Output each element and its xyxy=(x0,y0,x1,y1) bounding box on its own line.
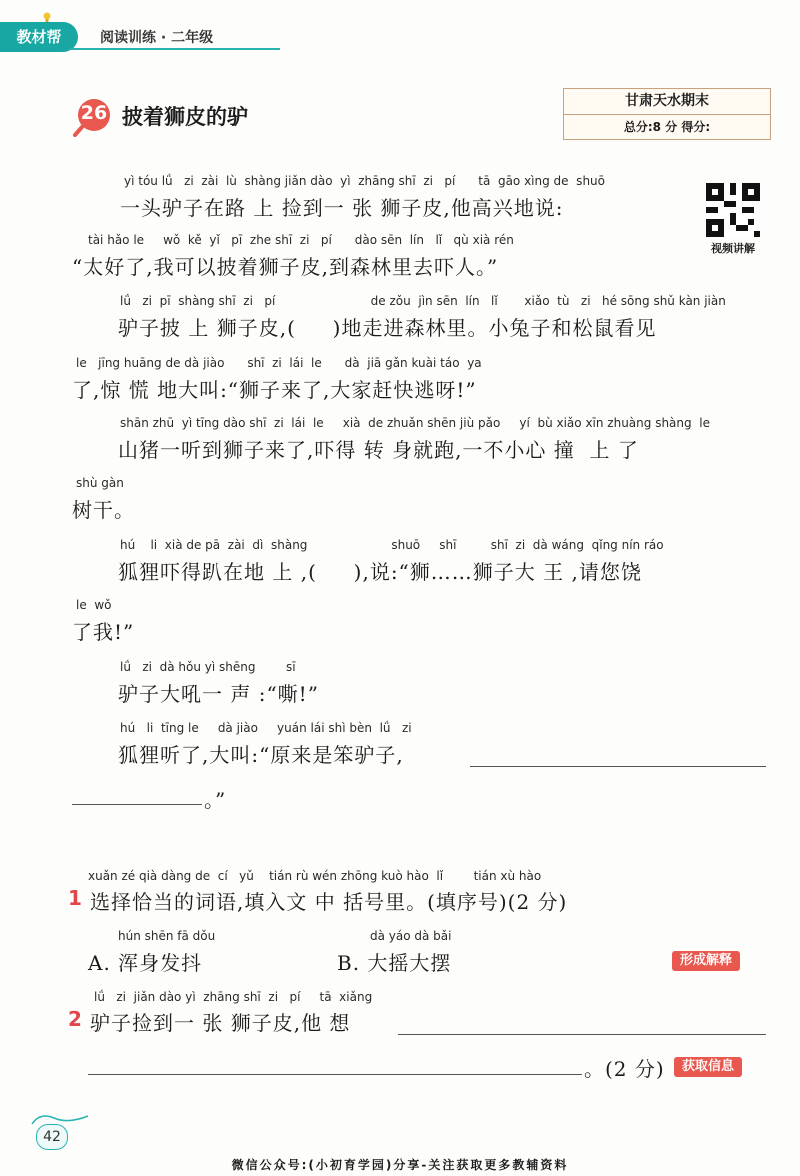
passage-line: 。” xyxy=(204,788,227,812)
pinyin-line: yì tóu lǘ zi zài lù shàng jiǎn dào yì zhāng shī zi pí tā gāo xìng de shuō xyxy=(124,174,605,188)
pinyin-line: hún shēn fā dǒu xyxy=(118,929,216,943)
pinyin-line: tài hǎo le wǒ kě yǐ pī zhe shī zi pí dào sēn lín lǐ qù xià rén xyxy=(88,233,514,247)
pinyin-line: dà yáo dà bǎi xyxy=(370,929,452,943)
score-box xyxy=(563,88,771,140)
passage-line: 狐狸听了,大叫:“原来是笨驴子, xyxy=(118,743,404,767)
passage-line: “太好了,我可以披着狮子皮,到森林里去吓人。” xyxy=(72,255,499,279)
answer-blank[interactable] xyxy=(88,1074,582,1075)
question-text: 驴子捡到一 张 狮子皮,他 想 xyxy=(90,1011,351,1035)
pinyin-line: xuǎn zé qià dàng de cí yǔ tián rù wén zhōng kuò hào lǐ tián xù hào xyxy=(88,869,542,883)
question-ending: 。(2 分) xyxy=(584,1057,665,1081)
pinyin-line: shān zhū yì tīng dào shī zi lái le xià de zhuǎn shēn jiù pǎo yí bù xiǎo xīn zhuàng shàng le xyxy=(120,416,710,430)
answer-blank[interactable] xyxy=(72,804,202,805)
passage-line: 驴子披 上 狮子皮,( )地走进森林里。小兔子和松鼠看见 xyxy=(118,316,657,340)
pinyin-line: hú li xià de pā zài dì shàng shuō shī shī zi dà wáng qǐng nín ráo xyxy=(120,538,664,552)
option-b[interactable]: B. 大摇大摆 xyxy=(337,951,452,975)
answer-blank[interactable] xyxy=(470,766,766,767)
passage-line: 驴子大吼一 声 :“嘶!” xyxy=(118,682,319,706)
passage-line: 了我!” xyxy=(72,620,135,644)
passage-line: 山猪一听到狮子来了,吓得 转 身就跑,一不小心 撞 上 了 xyxy=(118,438,639,462)
question-text: 选择恰当的词语,填入文 中 括号里。(填序号)(2 分) xyxy=(90,890,568,914)
answer-blank[interactable] xyxy=(398,1034,766,1035)
passage-line: 一头驴子在路 上 捡到一 张 狮子皮,他高兴地说: xyxy=(120,196,564,220)
pinyin-line: hú li tīng le dà jiào yuán lái shì bèn lǘ zi xyxy=(120,721,412,735)
pinyin-line: le wǒ xyxy=(76,598,112,612)
header-divider xyxy=(70,48,280,50)
pinyin-line: lǘ zi jiǎn dào yì zhāng shī zi pí tā xiǎng xyxy=(94,990,373,1004)
qr-label: 视频讲解 xyxy=(711,242,755,255)
pinyin-line: lǘ zi pī shàng shī zi pí de zǒu jìn sēn lín lǐ xiǎo tù zi hé sōng shǔ kàn jiàn xyxy=(120,294,726,308)
footer-note: 微信公众号:(小初育学园)分享-关注获取更多教辅资料 xyxy=(231,1158,569,1172)
option-a[interactable]: A. 浑身发抖 xyxy=(88,951,203,975)
qr-code-icon[interactable] xyxy=(706,183,760,237)
passage-line: 树干。 xyxy=(72,498,135,522)
lesson-number: 26 xyxy=(80,102,108,124)
question-number: 2 xyxy=(68,1007,82,1031)
lightbulb-icon xyxy=(42,12,52,22)
pinyin-line: le jīng huāng de dà jiào shī zi lái le dà jiā gǎn kuài táo ya xyxy=(76,356,482,370)
passage-line: 了,惊 慌 地大叫:“狮子来了,大家赶快逃呀!” xyxy=(72,378,477,402)
score-line: 总分:8 分 得分: xyxy=(623,120,711,134)
passage-line: 狐狸吓得趴在地 上 ,( ),说:“狮……狮子大 王 ,请您饶 xyxy=(118,560,642,584)
skill-tag: 形成解释 xyxy=(672,951,740,971)
brand-label: 教材帮 xyxy=(0,22,78,52)
pinyin-line: lǘ zi dà hǒu yì shēng sī xyxy=(120,660,296,674)
lesson-title: 披着狮皮的驴 xyxy=(122,105,248,129)
exam-source: 甘肃天水期末 xyxy=(564,89,770,115)
pinyin-line: shù gàn xyxy=(76,476,124,490)
page-number: 42 xyxy=(36,1124,68,1150)
series-title: 阅读训练 · 二年级 xyxy=(100,30,214,46)
question-number: 1 xyxy=(68,886,82,910)
skill-tag: 获取信息 xyxy=(674,1057,742,1077)
